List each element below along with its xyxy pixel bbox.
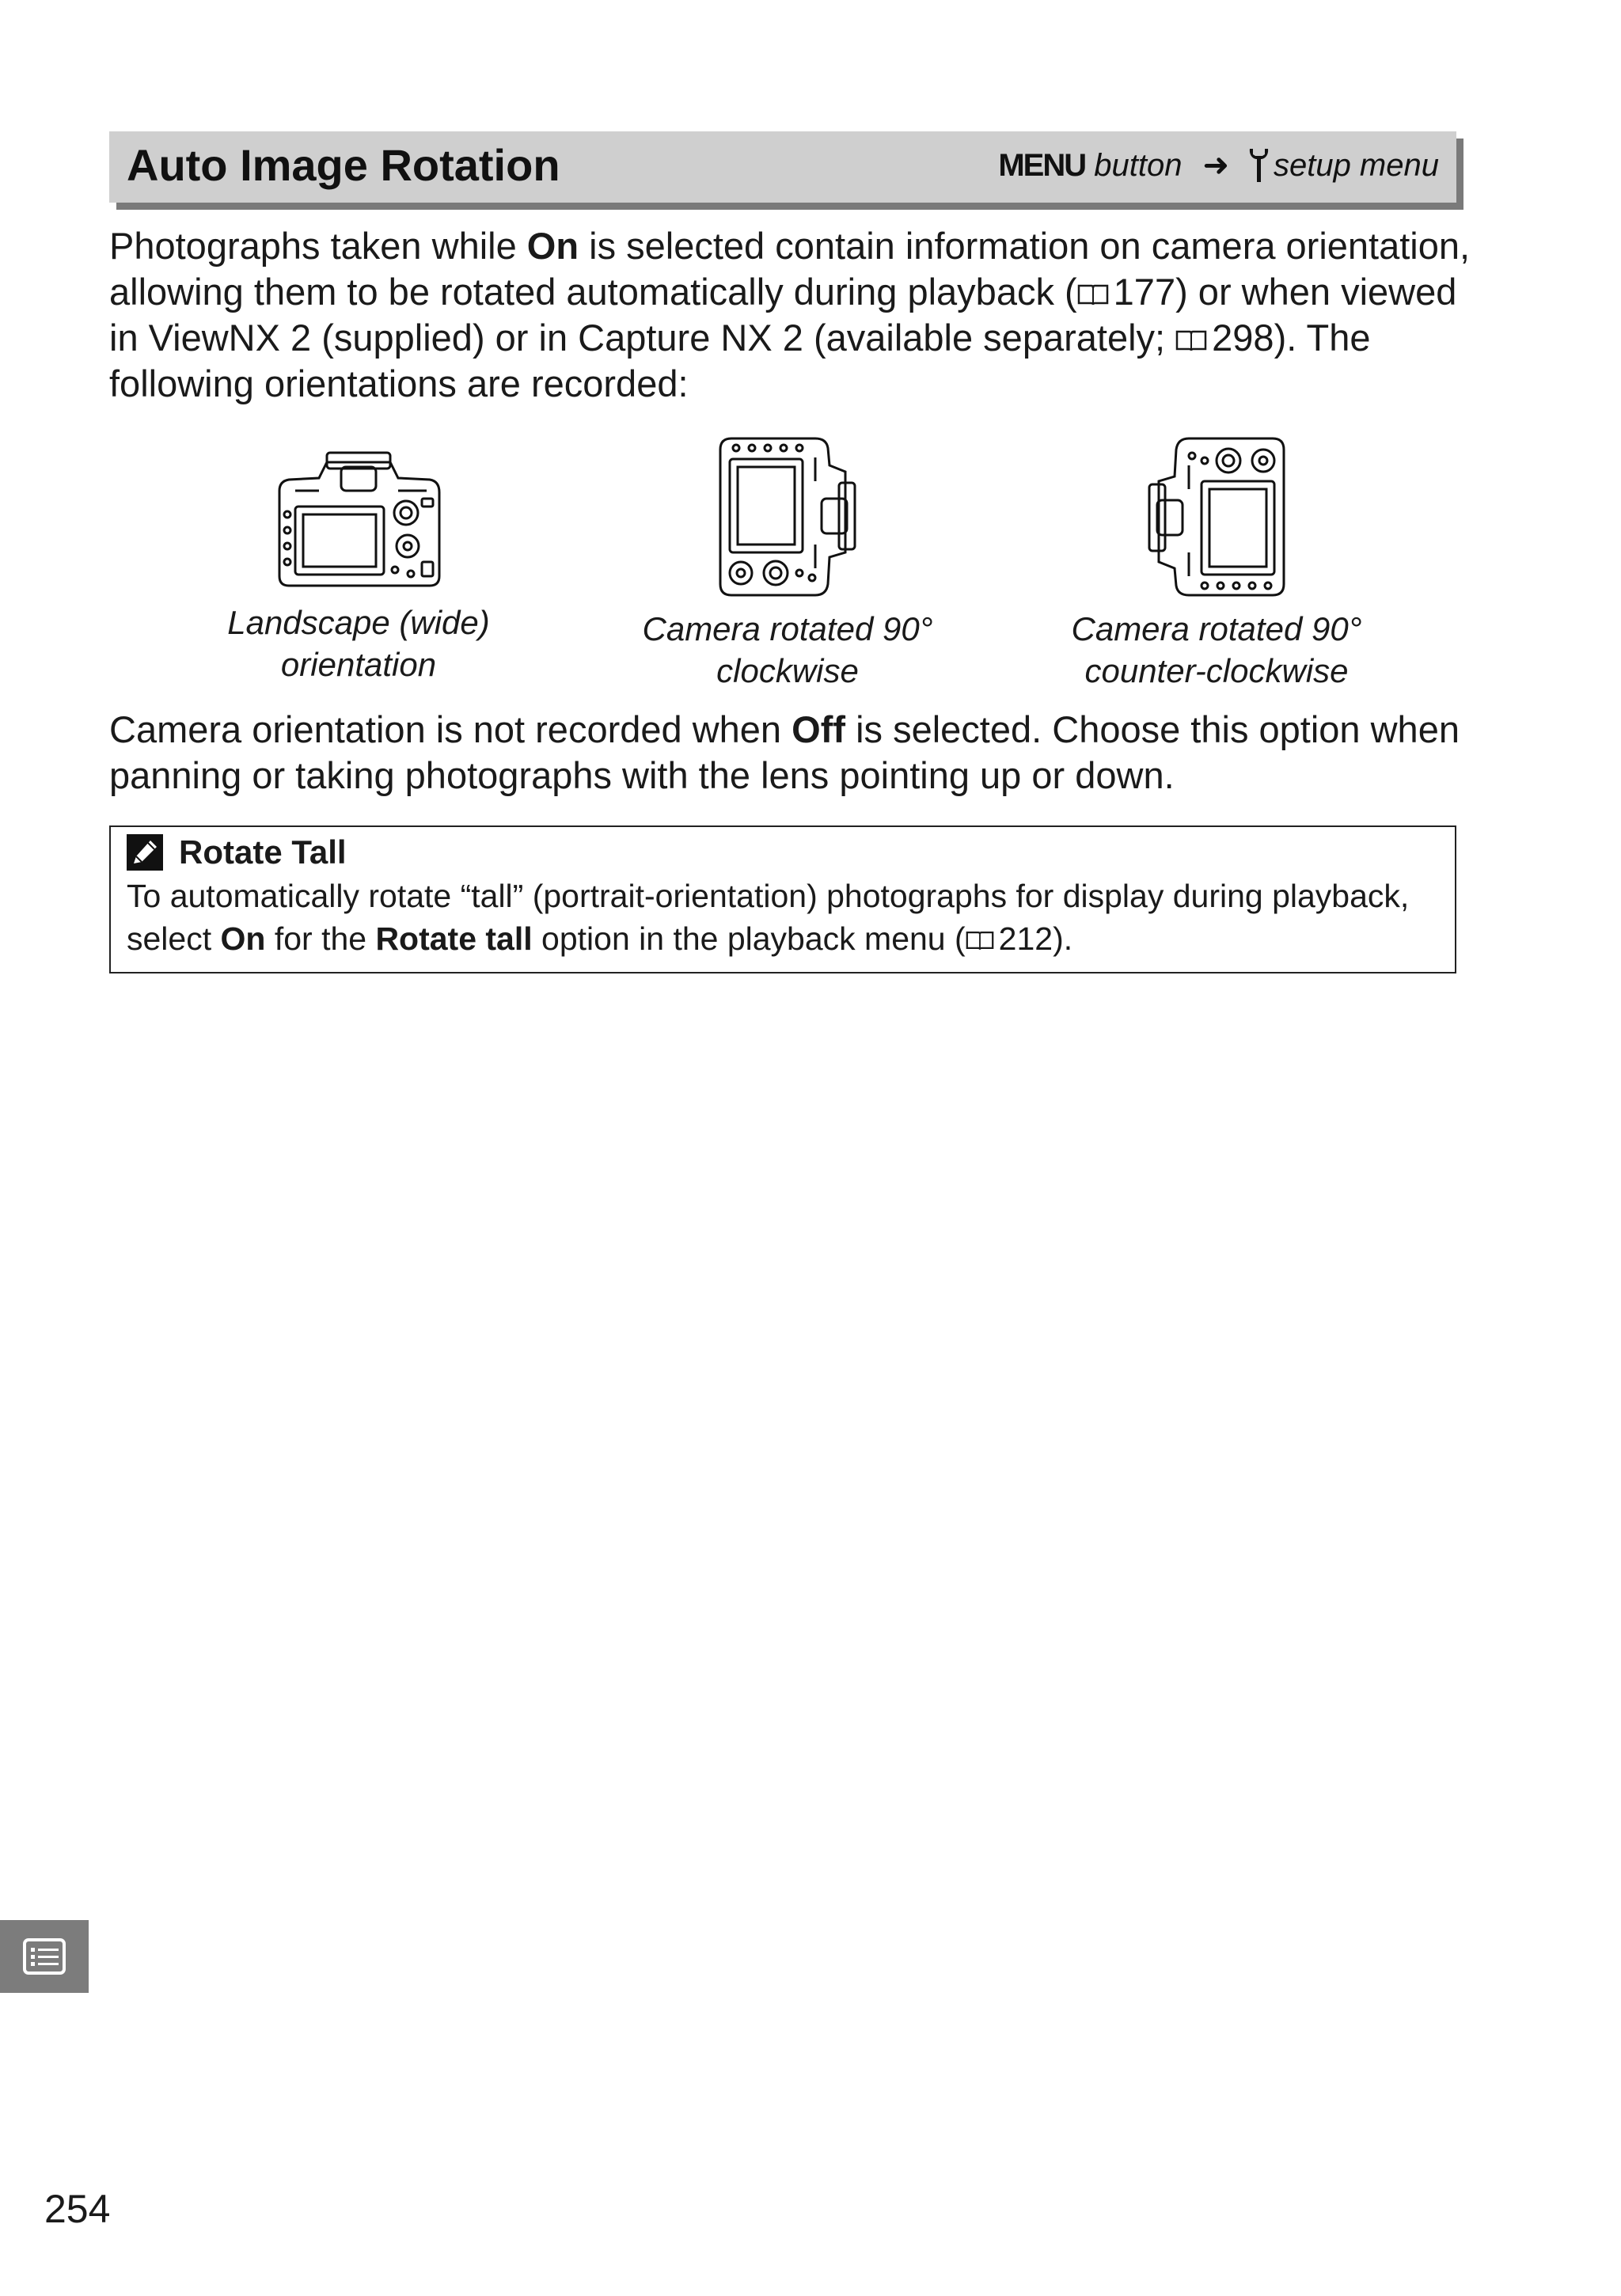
menu-path	[998, 147, 1439, 184]
setup-menu-label: setup menu	[1273, 147, 1439, 183]
wrench-icon	[1247, 147, 1270, 184]
caption-line: Landscape (wide)	[227, 604, 490, 641]
book-icon	[1175, 328, 1207, 352]
rotate-tall-option: Rotate tall	[375, 920, 533, 957]
camera-clockwise-illustration	[712, 434, 863, 600]
camera-counter-clockwise-illustration	[1141, 434, 1292, 600]
book-icon	[966, 929, 994, 951]
pencil-icon	[127, 834, 163, 871]
caption-line: counter-clockwise	[1084, 652, 1349, 689]
menu-list-icon	[22, 1937, 66, 1975]
note-title: Rotate Tall	[127, 833, 347, 871]
chapter-tab	[0, 1920, 89, 1993]
on-keyword: On	[220, 920, 266, 957]
button-word: button	[1094, 147, 1183, 183]
page-ref-298: 298	[1212, 317, 1274, 359]
off-keyword: Off	[792, 708, 846, 750]
caption-line: Camera rotated 90°	[1071, 610, 1362, 647]
page-ref-212: 212	[998, 920, 1053, 957]
page-number: 254	[44, 2187, 111, 2231]
book-icon	[1077, 283, 1109, 306]
caption-line: clockwise	[716, 652, 859, 689]
figure-landscape	[204, 443, 513, 685]
off-paragraph: Camera orientation is not recorded when Off is selected. Choose this option when panning or taking photographs with the lens pointing up or down.	[109, 708, 1460, 796]
figure-rotated-clockwise	[633, 434, 942, 692]
caption-line: Camera rotated 90°	[642, 610, 933, 647]
camera-landscape-illustration	[271, 443, 446, 594]
section-header	[109, 131, 1456, 203]
on-keyword: On	[526, 225, 579, 267]
figure-rotated-counter-clockwise	[1062, 434, 1371, 692]
note-box	[109, 825, 1456, 973]
arrow-icon: ➜	[1202, 148, 1229, 183]
note-body: To automatically rotate “tall” (portrait-orientation) photographs for display during playback, select On for the Rotate tall option in the playback menu ( 212).	[127, 878, 1410, 957]
page-title: Auto Image Rotation	[127, 140, 560, 190]
menu-button-label: MENU	[998, 147, 1086, 183]
page-ref-177: 177	[1113, 271, 1176, 313]
caption-line: orientation	[280, 646, 437, 683]
intro-paragraph: Photographs taken while On is selected contain information on camera orientation, allowing them to be rotated automatically during playback ( 177) or when viewed in ViewNX 2 (supplied) or in Capture NX 2 (available separately; 298). The following orientations are recorded:	[109, 225, 1471, 404]
